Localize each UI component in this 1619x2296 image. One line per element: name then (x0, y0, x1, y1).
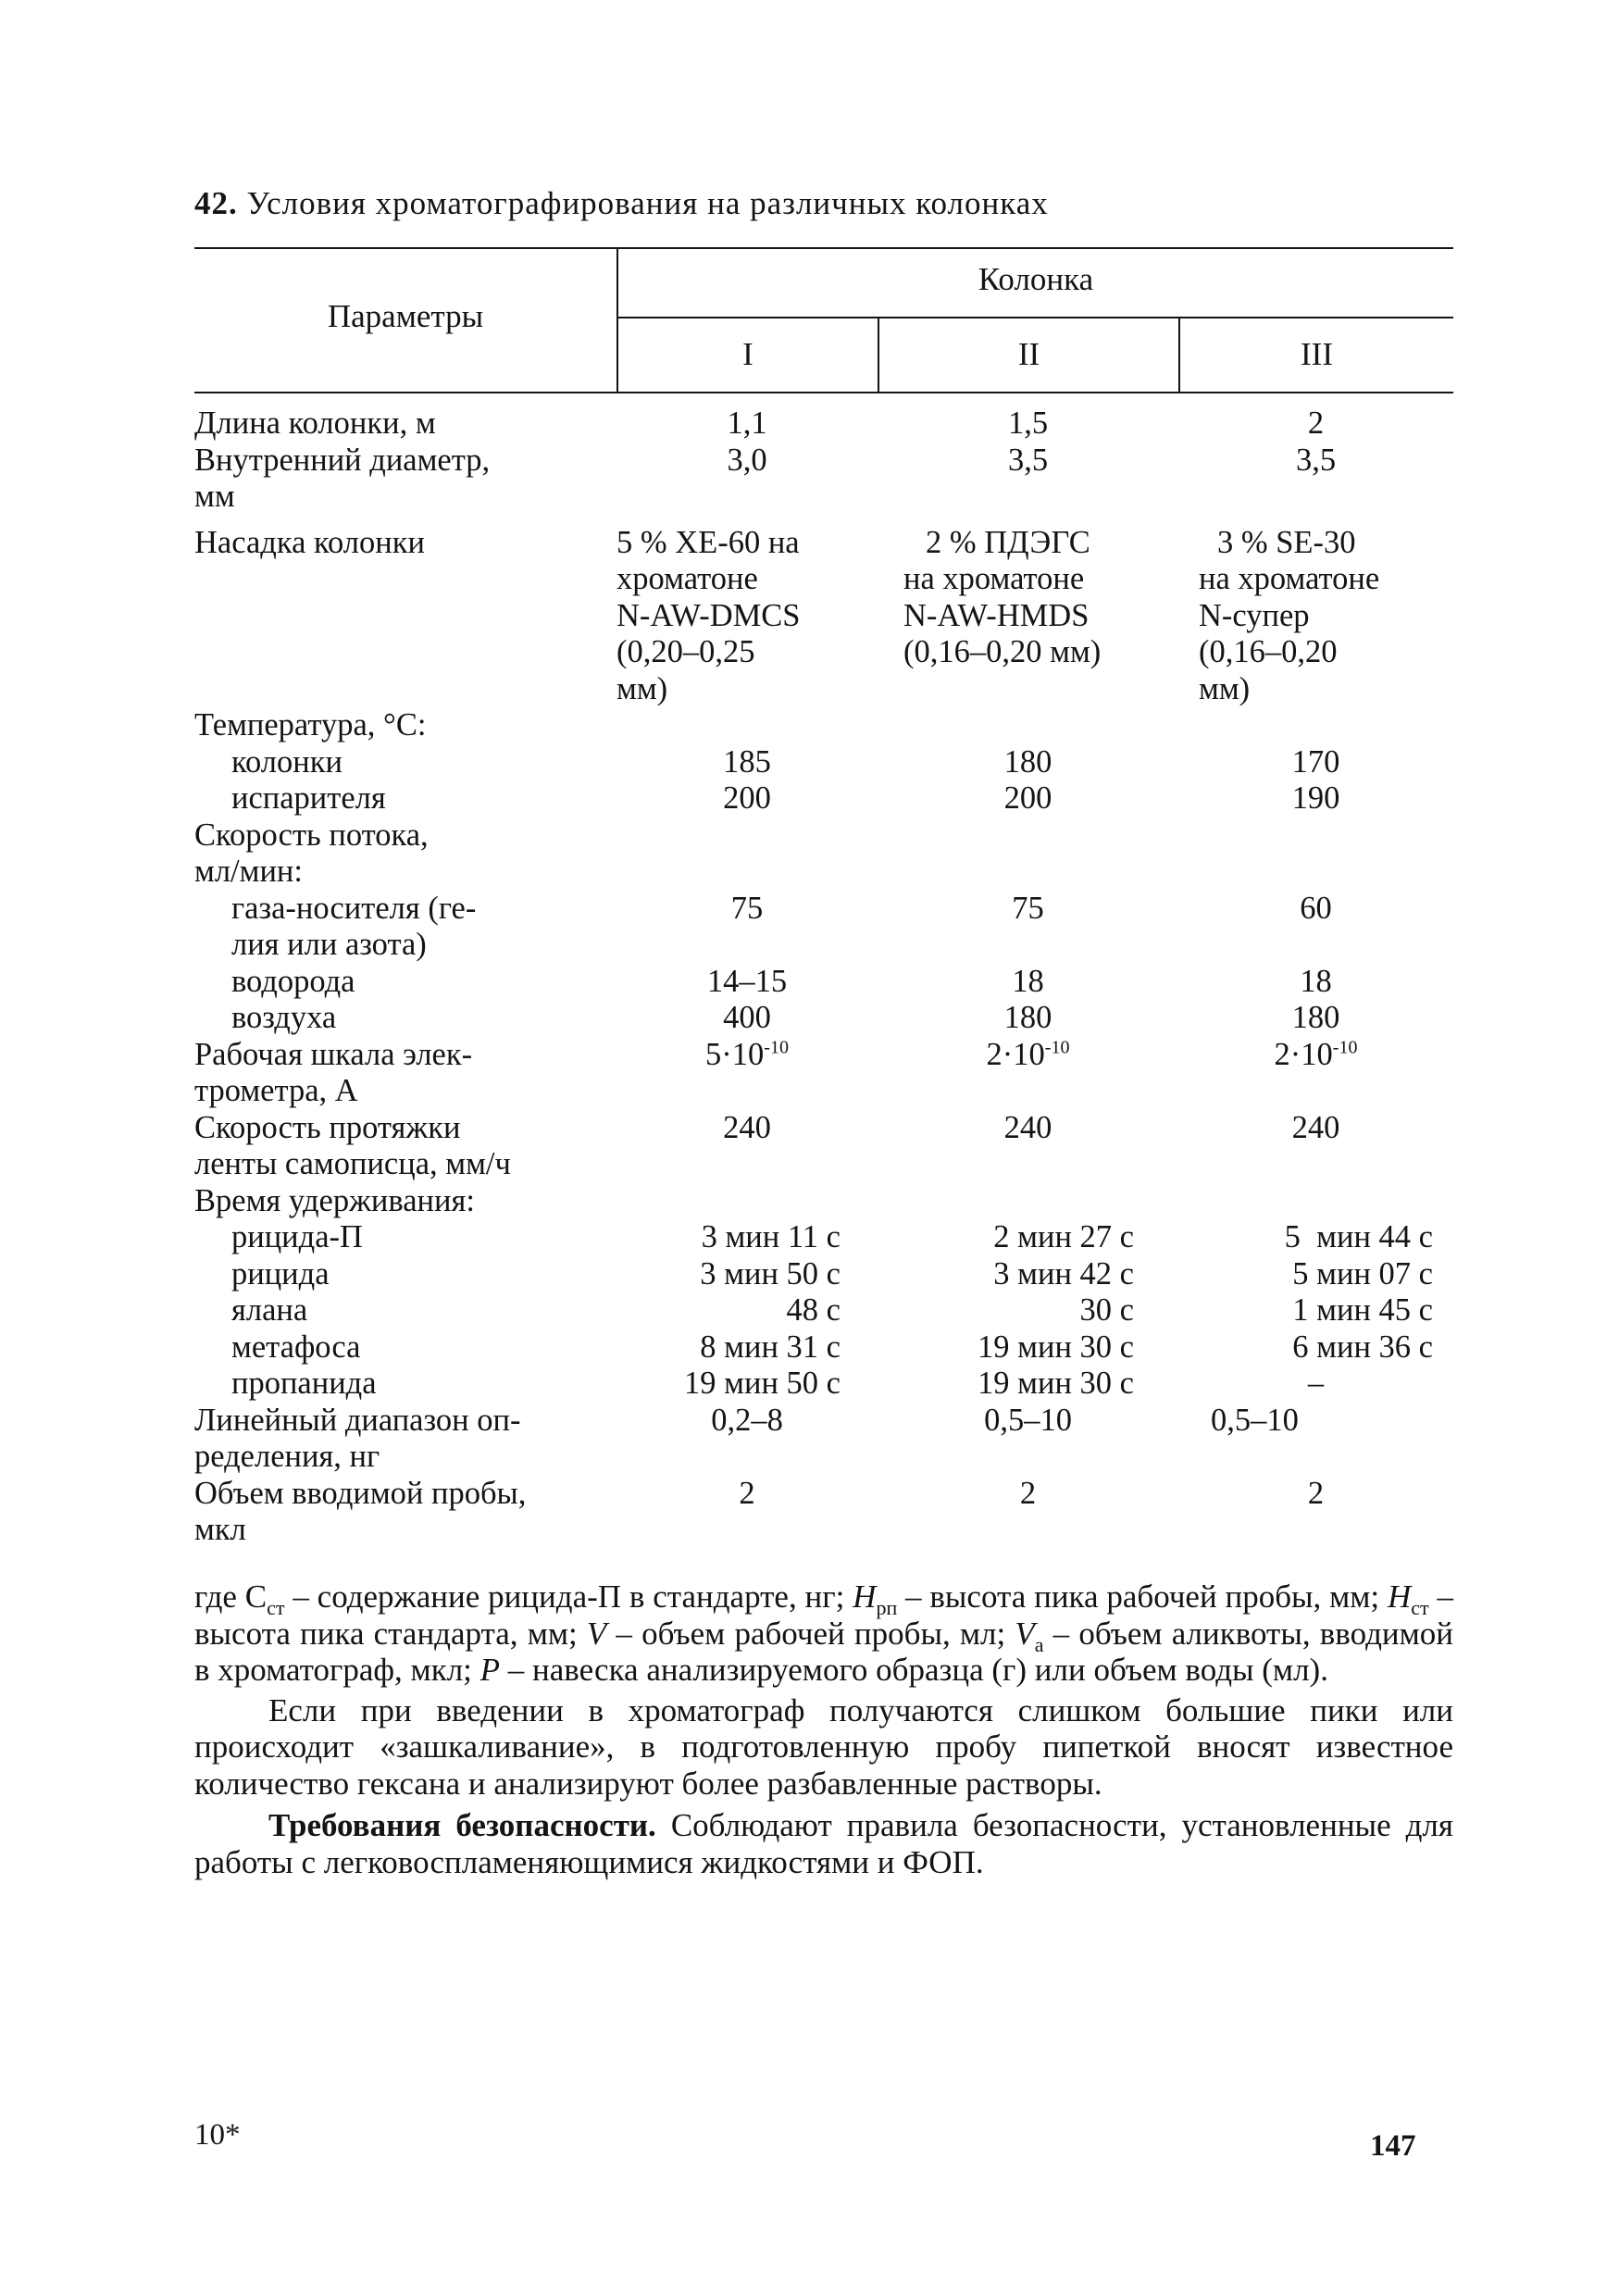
cell: 48 с (786, 1292, 841, 1328)
cell: $5\cdot 10^{-10}$ (705, 1036, 789, 1072)
row-label: водорода (231, 963, 355, 999)
cell: 240 (1003, 1109, 1052, 1145)
table-row (194, 1366, 1453, 1403)
cell: 5 мин 07 с (1292, 1255, 1433, 1292)
table-row (194, 817, 1453, 891)
table-row (194, 1000, 1453, 1037)
paragraph-safety: Требования безопасности. Соблюдают правила безопасности, установленные для работы с легковоспламеняющимися жидкостями и ФОП. (194, 1807, 1453, 1880)
cell-line: N-AW-HMDS (903, 597, 1090, 633)
cell-line: N-супер (1199, 597, 1310, 633)
row-label: колонки (231, 743, 342, 780)
cell: 180 (1291, 1000, 1340, 1035)
row-label-cont: ределения, нг (194, 1439, 380, 1474)
page-number: 147 (1370, 2129, 1416, 2163)
cell-line: 3 % SE-30 (1217, 524, 1356, 560)
table-row (194, 1292, 1453, 1329)
row-label: Насадка колонки (194, 524, 425, 560)
table-row (194, 964, 1453, 1001)
cell: 3,0 (727, 442, 767, 478)
row-label-cont: лия или азота) (231, 927, 427, 962)
header-col-3: III (1301, 336, 1333, 372)
table-row (194, 1256, 1453, 1293)
cell-line: N-AW-DMCS (616, 597, 801, 633)
row-label: Длина колонки, м (194, 406, 436, 441)
table-row (194, 707, 1453, 744)
cell: 180 (1003, 743, 1052, 780)
cell: 14–15 (706, 963, 788, 999)
table-top-rule (194, 247, 1453, 249)
cell-line: на хроматоне (903, 561, 1085, 596)
cell: 60 (1300, 890, 1332, 926)
cell: 8 мин 31 с (700, 1329, 841, 1365)
table-row (194, 780, 1453, 817)
header-column-group: Колонка (978, 261, 1094, 297)
table-title (194, 185, 1049, 222)
table-row (194, 525, 1453, 708)
table-title-text: Условия хроматографирования на различных колонках (246, 185, 1049, 221)
row-label: Линейный диапазон оп- (194, 1402, 521, 1438)
cell: 6 мин 36 с (1292, 1329, 1433, 1365)
cell: 3,5 (1295, 442, 1337, 478)
table-number: 42. (194, 185, 238, 221)
cell: 3,5 (1007, 442, 1049, 478)
cell: 200 (1003, 780, 1052, 816)
cell: 3 мин 50 с (700, 1255, 841, 1292)
cell: 185 (723, 743, 771, 780)
cell: 400 (723, 1000, 771, 1035)
body-text (194, 1578, 1453, 1880)
cell: 0,5–10 (1211, 1402, 1299, 1438)
cell: 0,5–10 (984, 1402, 1072, 1438)
row-label: Рабочая шкала элек- (194, 1036, 473, 1072)
cell: 1 мин 45 с (1292, 1292, 1433, 1328)
header-bottom-rule (194, 392, 1453, 393)
table-row (194, 1110, 1453, 1183)
cell: 170 (1291, 743, 1340, 780)
table-row (194, 1037, 1453, 1110)
row-label-cont: трометра, А (194, 1073, 358, 1108)
paragraph-dilution: Если при введении в хроматограф получаются слишком большие пики или происходит «зашкаливание», в подготовленную пробу пипеткой вносят известное количество гексана и анализируют более разбавленные растворы. (194, 1691, 1453, 1802)
row-label: воздуха (231, 1000, 337, 1035)
section-label-cont: мл/мин: (194, 854, 303, 889)
row-label: пропанида (231, 1366, 377, 1401)
signature-mark: 10* (194, 2118, 241, 2152)
table-row (194, 744, 1453, 781)
cell: 18 (1300, 963, 1332, 999)
table-row (194, 1403, 1453, 1476)
cell: 75 (1012, 890, 1044, 926)
cell: 2 (1307, 406, 1325, 441)
cell: 75 (730, 890, 764, 926)
cell-line: 2 % ПДЭГС (926, 524, 1090, 560)
cell: 19 мин 30 с (978, 1329, 1134, 1365)
row-label: ялана (231, 1292, 308, 1328)
cell: 2 (1019, 1475, 1037, 1511)
row-label-cont: ленты самописца, мм/ч (194, 1146, 511, 1181)
cell-line: 5 % XE-60 на (616, 524, 800, 560)
row-label: испарителя (231, 780, 386, 816)
header-col-1: I (742, 336, 753, 372)
cell: 2 (1307, 1475, 1325, 1511)
cell: 2 мин 27 с (993, 1219, 1134, 1254)
cell: 19 мин 50 с (684, 1366, 841, 1401)
table-row (194, 406, 1453, 443)
cell-line: (0,16–0,20 (1199, 634, 1338, 669)
cell: 240 (1291, 1109, 1340, 1145)
cell: – (1307, 1366, 1325, 1401)
table-row (194, 1183, 1453, 1220)
row-label: Внутренний диаметр, (194, 442, 491, 478)
paragraph-legend: где $С_{ст}$ – содержание рицида-П в стандарте, нг; $H_{рп}$ – высота пика рабочей пробы, мм; $H_{ст}$ – высота пика стандарта, мм; V – объем рабочей пробы, мл; $V_а$ – объем аликвоты, вводимой в хроматограф, мкл; P – навеска анализируемого образца (г) или объем воды (мл). (194, 1578, 1453, 1688)
cell: 3 мин 42 с (993, 1255, 1134, 1292)
cell: 19 мин 30 с (978, 1366, 1134, 1401)
cell: 1,1 (727, 406, 767, 441)
safety-heading: Требования безопасности. (268, 1807, 656, 1843)
header-col-2: II (1017, 336, 1040, 372)
cell: 190 (1291, 780, 1340, 816)
cell-line: на хроматоне (1199, 561, 1380, 596)
row-label-cont: мкл (194, 1512, 246, 1547)
row-label: газа-носителя (ге- (231, 890, 477, 926)
table-body (194, 406, 1453, 1549)
cell-line: (0,16–0,20 мм) (903, 634, 1102, 669)
table-row (194, 1329, 1453, 1366)
header-params: Параметры (327, 298, 484, 334)
table-row (194, 1219, 1453, 1256)
cell: 30 с (1079, 1292, 1134, 1328)
table-row (194, 891, 1453, 964)
cell: 18 (1012, 963, 1044, 999)
cell: 240 (723, 1109, 771, 1145)
table-row (194, 443, 1453, 516)
row-label: Объем вводимой пробы, (194, 1475, 527, 1511)
cell: 2 (739, 1475, 755, 1511)
section-label: Время удерживания: (194, 1182, 475, 1218)
cell: 1,5 (1007, 406, 1049, 441)
row-label-cont: мм (194, 479, 235, 514)
cell-line: хроматоне (616, 561, 758, 596)
cell: 5 мин 44 с (1284, 1219, 1433, 1254)
cell-line: мм) (1199, 670, 1251, 706)
cell-line: (0,20–0,25 (616, 634, 755, 669)
section-label: Температура, °С: (194, 707, 427, 742)
row-label: Скорость протяжки (194, 1109, 461, 1145)
cell-line: мм) (616, 670, 668, 706)
table-row (194, 1476, 1453, 1549)
cell: 180 (1003, 1000, 1052, 1035)
cell: 3 мин 11 с (701, 1219, 841, 1254)
row-label: метафоса (231, 1329, 361, 1365)
cell: 0,2–8 (711, 1402, 783, 1438)
header-sub-rule (616, 317, 1453, 318)
cell: 200 (723, 780, 771, 816)
cell: $2\cdot 10^{-10}$ (1274, 1036, 1358, 1072)
section-label: Скорость потока, (194, 817, 429, 853)
cell: $2\cdot 10^{-10}$ (986, 1036, 1070, 1072)
row-label: рицида (231, 1255, 330, 1292)
row-label: рицида-П (231, 1219, 363, 1254)
